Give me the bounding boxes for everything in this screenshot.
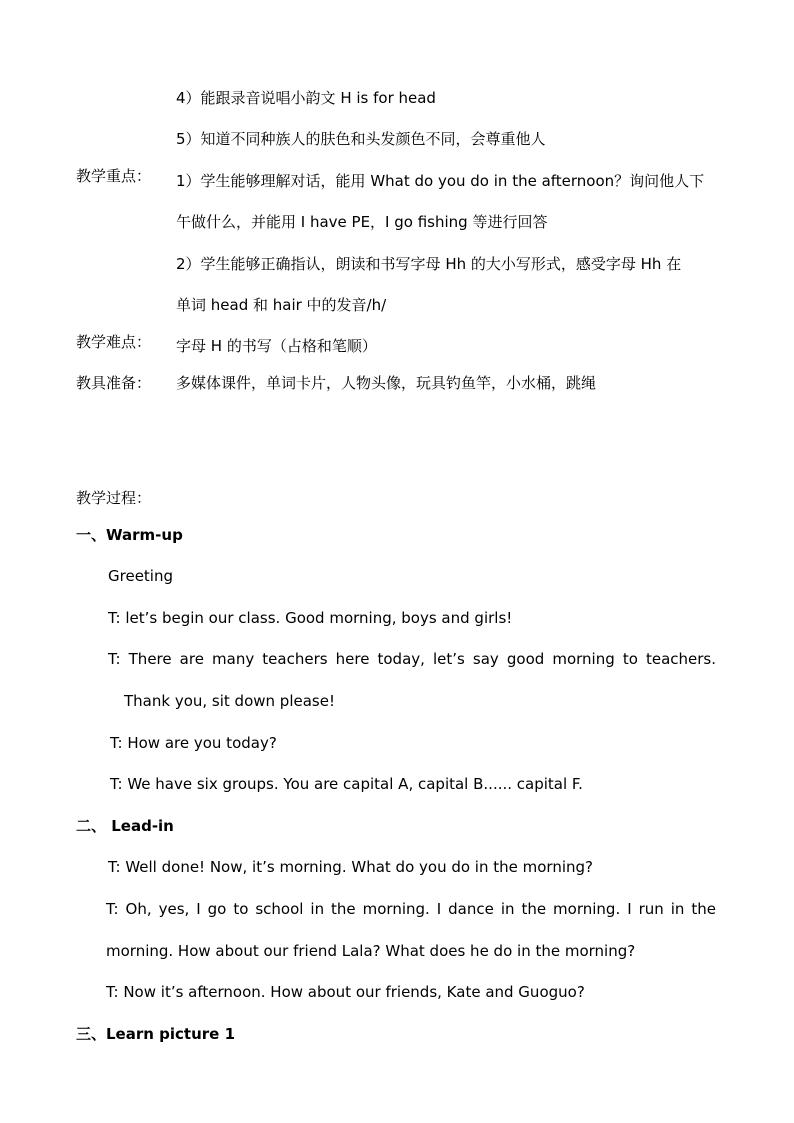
process-label: 教学过程： xyxy=(76,489,152,507)
key-point-2-line-1: 2）学生能够正确指认，朗读和书写字母 Hh 的大小写形式，感受字母 Hh 在 xyxy=(176,255,682,273)
warmup-line-2: T: There are many teachers here today, let’s say good morning to teachers. xyxy=(108,650,716,668)
warmup-line-4: T: We have six groups. You are capital A, capital B...... capital F. xyxy=(110,775,583,793)
key-point-1-line-1: 1）学生能够理解对话，能用 What do you do in the afternoon？询问他人下 xyxy=(176,172,705,190)
section-1-title: 一、Warm-up xyxy=(76,526,183,544)
materials-text: 多媒体课件，单词卡片，人物头像，玩具钓鱼竿，小水桶，跳绳 xyxy=(176,374,597,392)
objective-item-4: 4）能跟录音说唱小韵文 H is for head xyxy=(176,89,436,107)
key-point-1-line-2: 午做什么，并能用 I have PE，I go fishing 等进行回答 xyxy=(176,213,548,231)
warmup-line-2-cont: Thank you, sit down please! xyxy=(124,692,335,710)
leadin-line-2: T: Oh, yes, I go to school in the morning. I dance in the morning. I run in the xyxy=(106,900,716,918)
leadin-line-2-cont: morning. How about our friend Lala? What does he do in the morning? xyxy=(106,942,636,960)
greeting-heading: Greeting xyxy=(108,567,173,585)
warmup-line-1: T: let’s begin our class. Good morning, boys and girls! xyxy=(108,609,513,627)
difficulty-label: 教学难点： xyxy=(76,333,152,351)
section-3-title: 三、Learn picture 1 xyxy=(76,1025,236,1043)
objective-item-5: 5）知道不同种族人的肤色和头发颜色不同，会尊重他人 xyxy=(176,130,546,148)
leadin-line-3: T: Now it’s afternoon. How about our friends, Kate and Guoguo? xyxy=(106,983,585,1001)
warmup-line-3: T: How are you today? xyxy=(110,734,277,752)
difficulty-text: 字母 H 的书写（占格和笔顺） xyxy=(176,337,377,355)
materials-label: 教具准备： xyxy=(76,374,152,392)
key-points-label: 教学重点： xyxy=(76,167,152,185)
key-point-2-line-2: 单词 head 和 hair 中的发音/h/ xyxy=(176,296,387,314)
leadin-line-1: T: Well done! Now, it’s morning. What do you do in the morning? xyxy=(108,858,593,876)
section-2-title: 二、 Lead-in xyxy=(76,817,174,835)
